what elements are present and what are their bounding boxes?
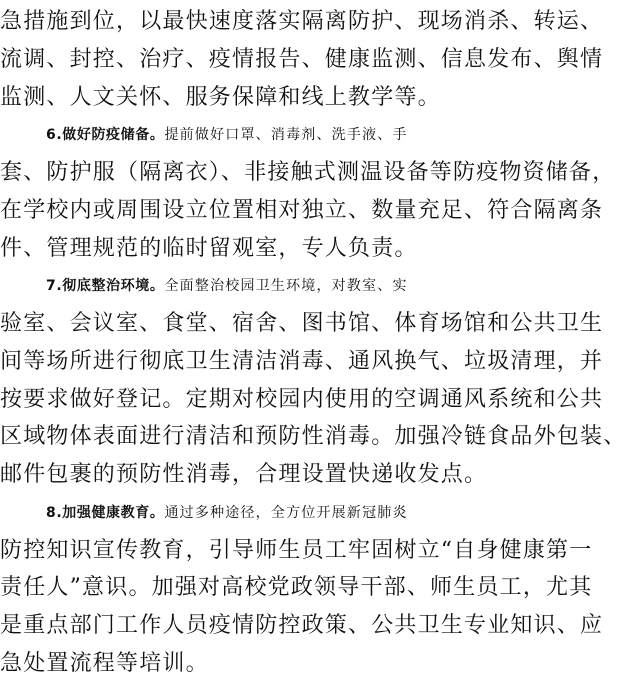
text-line: [0, 191, 633, 231]
text-line: [0, 380, 633, 420]
text-line: [0, 304, 633, 344]
line-text: 按要求做好登记。定期对校园内使用的空调通风系统和公共: [0, 387, 604, 412]
text-line: [0, 229, 633, 269]
line-text: 急处置流程等培训。: [0, 651, 209, 676]
text-line: [0, 531, 633, 571]
line-text: 件、管理规范的临时留观室，专人负责。: [0, 236, 418, 261]
text-line: [0, 455, 633, 495]
line-text: 提前做好口罩、消毒剂、洗手液、手: [164, 127, 408, 143]
section-heading: 6.做好防疫储备。: [46, 127, 165, 143]
paragraph-first-line: [0, 493, 633, 533]
line-text: 监测、人文关怀、服务保障和线上教学等。: [0, 85, 441, 110]
text-line: [0, 153, 633, 193]
text-line: [0, 568, 633, 608]
text-line: [0, 2, 633, 42]
text-line: [0, 644, 633, 684]
text-line: [0, 417, 633, 457]
text-line: [0, 40, 633, 80]
text-line: [0, 342, 633, 382]
line-text: 套、防护服（隔离衣）、非接触式测温设备等防疫物资储备，: [0, 160, 616, 185]
line-text: 邮件包裹的预防性消毒，合理设置快递收发点。: [0, 462, 488, 487]
paragraph-first-line: [0, 115, 633, 155]
line-text: 流调、封控、治疗、疫情报告、健康监测、信息发布、舆情: [0, 47, 604, 72]
section-heading: 8.加强健康教育。: [46, 505, 165, 521]
line-text: 全面整治校园卫生环境，对教室、实: [164, 278, 408, 294]
line-text: 是重点部门工作人员疫情防控政策、公共卫生专业知识、应: [0, 613, 604, 638]
line-text: 区域物体表面进行清洁和预防性消毒。加强冷链食品外包装、: [0, 424, 627, 449]
text-line: [0, 606, 633, 646]
line-text: 通过多种途径，全方位开展新冠肺炎: [164, 505, 408, 521]
section-heading: 7.彻底整治环境。: [46, 278, 165, 294]
paragraph-first-line: [0, 266, 633, 306]
line-text: 防控知识宣传教育，引导师生员工牢固树立“自身健康第一: [0, 538, 593, 563]
text-line: [0, 78, 633, 118]
line-text: 验室、会议室、食堂、宿舍、图书馆、体育场馆和公共卫生: [0, 311, 604, 336]
line-text: 责任人”意识。加强对高校党政领导干部、师生员工，尤其: [0, 575, 593, 600]
line-text: 间等场所进行彻底卫生清洁消毒、通风换气、垃圾清理，并: [0, 349, 604, 374]
line-text: 在学校内或周围设立位置相对独立、数量充足、符合隔离条: [0, 198, 604, 223]
line-text: 急措施到位，以最快速度落实隔离防护、现场消杀、转运、: [0, 9, 604, 34]
